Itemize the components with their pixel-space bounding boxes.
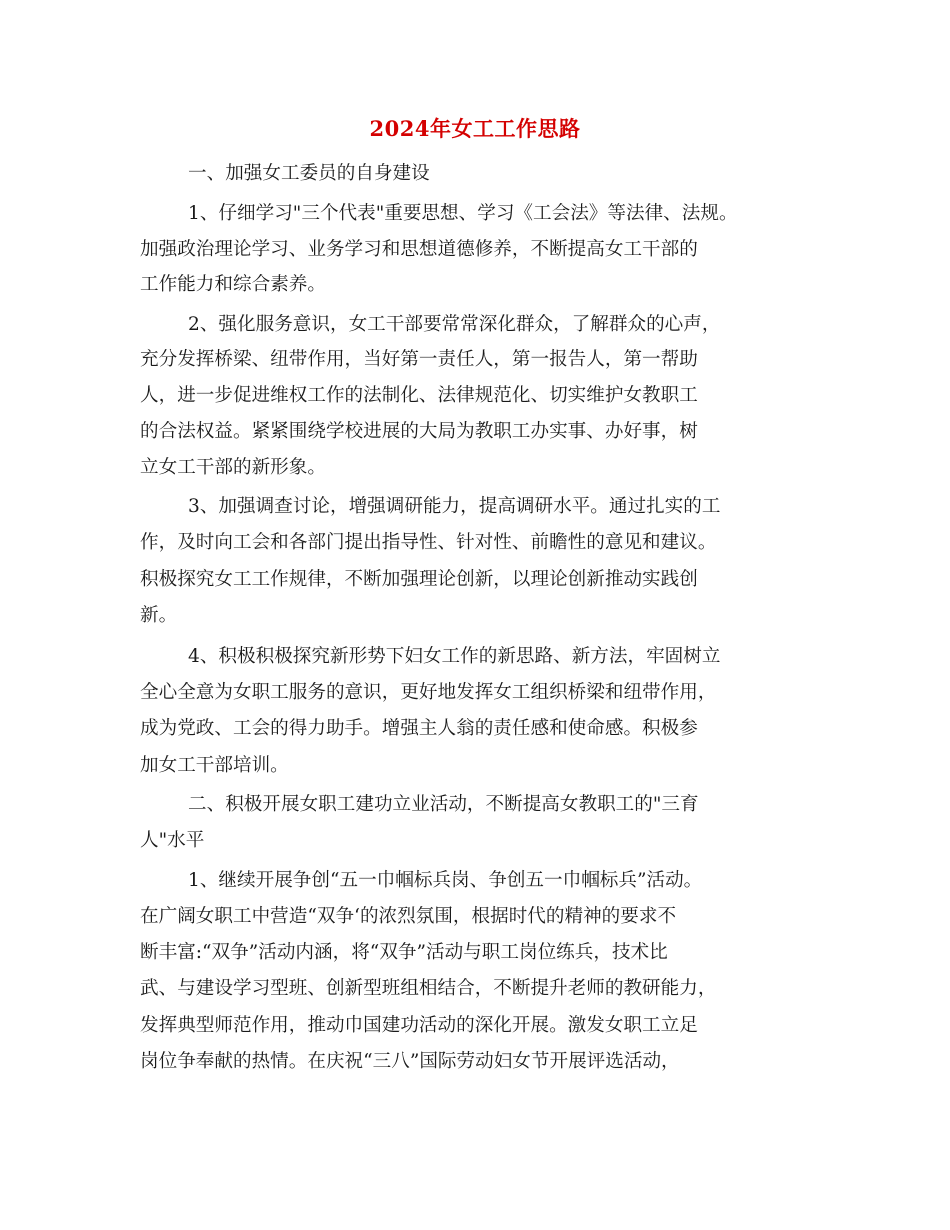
paragraph-line: 全心全意为女职工服务的意识，更好地发挥女工组织桥梁和纽带作用，: [140, 682, 717, 703]
paragraph-line: 工作能力和综合素养。: [140, 274, 326, 295]
paragraph-line: 的合法权益。紧紧围绕学校进展的大局为教职工办实事、办好事，树: [140, 421, 698, 442]
paragraph-line: 立女工干部的新形象。: [140, 457, 326, 478]
paragraph-line: 人，进一步促进维权工作的法制化、法律规范化、切实维护女教职工: [140, 385, 698, 406]
paragraph-line: 成为党政、工会的得力助手。增强主人翁的责任感和使命感。积极参: [140, 718, 698, 739]
paragraph-line: 充分发挥桥梁、纽带作用，当好第一责任人，第一报告人，第一帮助: [140, 349, 698, 370]
paragraph-line: 武、与建设学习型班、创新型班组相结合，不断提升老师的教研能力，: [140, 978, 717, 999]
paragraph-line: 岗位争奉献的热情。在庆祝“三八”国际劳动妇女节开展评选活动，: [140, 1051, 680, 1072]
paragraph-line: 作，及时向工会和各部门提出指导性、针对性、前瞻性的意见和建议。: [140, 532, 717, 553]
paragraph-line: 1、仔细学习"三个代表"重要思想、学习《工会法》等法律、法规。: [188, 203, 738, 224]
paragraph-line: 加女工干部培训。: [140, 755, 289, 776]
paragraph-line: 在广阔女职工中营造“双争‘的浓烈氛围，根据时代的精神的要求不: [140, 906, 677, 927]
document-title: 2024年女工工作思路: [369, 116, 581, 141]
paragraph-line: 1、继续开展争创“五一巾帼标兵岗、争创五一巾帼标兵”活动。: [188, 870, 703, 891]
section-heading: 二、积极开展女职工建功立业活动，不断提高女教职工的"三育: [188, 794, 699, 815]
paragraph-line: 积极探究女工工作规律，不断加强理论创新，以理论创新推动实践创: [140, 569, 698, 590]
paragraph-line: 加强政治理论学习、业务学习和思想道德修养，不断提高女工干部的: [140, 239, 698, 260]
paragraph-line: 发挥典型师范作用，推动巾国建功活动的深化开展。激发女职工立足: [140, 1015, 698, 1036]
paragraph-line: 2、强化服务意识，女工干部要常常深化群众，了解群众的心声，: [188, 314, 721, 335]
section-heading: 人"水平: [140, 830, 205, 851]
paragraph-line: 新。: [140, 605, 178, 626]
paragraph-line: 3、加强调查讨论，增强调研能力，提高调研水平。通过扎实的工: [188, 496, 721, 517]
section-heading: 一、加强女工委员的自身建设: [188, 163, 430, 184]
paragraph-line: 断丰富:“双争”活动内涵，将“双争”活动与职工岗位练兵，技术比: [140, 942, 668, 963]
paragraph-line: 4、积极积极探究新形势下妇女工作的新思路、新方法，牢固树立: [188, 646, 721, 667]
